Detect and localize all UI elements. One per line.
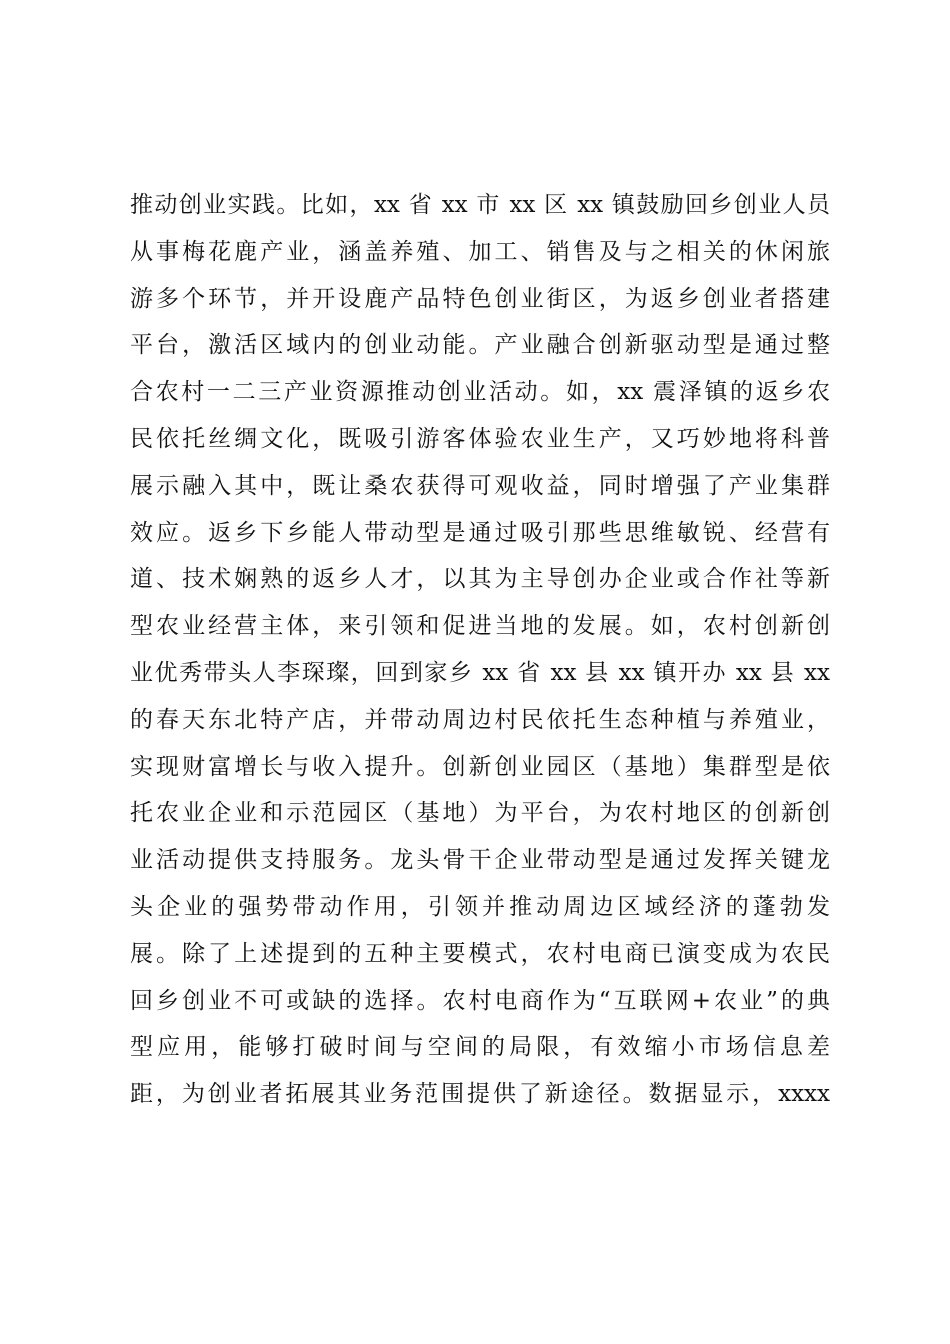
text-line-16: 头企业的强势带动作用，引领并推动周边区域经济的蓬勃发 [130, 893, 830, 920]
text-line-14: 托农业企业和示范园区（基地）为平台，为农村地区的创新创 [130, 800, 830, 827]
text-line-9: 道、技术娴熟的返乡人才，以其为主导创办企业或合作社等新 [130, 566, 830, 593]
text-line-11: 业优秀带头人李琛璨，回到家乡 xx 省 xx 县 xx 镇开办 xx 县 xx [130, 659, 830, 686]
text-line-8: 效应。返乡下乡能人带动型是通过吸引那些思维敏锐、经营有 [130, 519, 830, 546]
text-line-15: 业活动提供支持服务。龙头骨干企业带动型是通过发挥关键龙 [130, 847, 830, 874]
text-line-10: 型农业经营主体，来引领和促进当地的发展。如，农村创新创 [130, 613, 830, 640]
body-paragraph [130, 182, 830, 1118]
text-line-2: 从事梅花鹿产业，涵盖养殖、加工、销售及与之相关的休闲旅 [130, 238, 830, 265]
text-line-18: 回乡创业不可或缺的选择。农村电商作为“互联网+农业”的典 [130, 987, 830, 1014]
text-line-7: 展示融入其中，既让桑农获得可观收益，同时增强了产业集群 [130, 472, 830, 499]
text-line-13: 实现财富增长与收入提升。创新创业园区（基地）集群型是依 [130, 753, 830, 780]
text-line-17: 展。除了上述提到的五种主要模式，农村电商已演变成为农民 [130, 940, 830, 967]
text-line-6: 民依托丝绸文化，既吸引游客体验农业生产，又巧妙地将科普 [130, 425, 830, 452]
text-line-5: 合农村一二三产业资源推动创业活动。如，xx 震泽镇的返乡农 [130, 379, 830, 406]
text-line-19: 型应用，能够打破时间与空间的局限，有效缩小市场信息差 [130, 1034, 830, 1061]
text-line-20: 距，为创业者拓展其业务范围提供了新途径。数据显示，xxxx [130, 1081, 830, 1108]
text-line-1: 推动创业实践。比如，xx 省 xx 市 xx 区 xx 镇鼓励回乡创业人员 [130, 192, 830, 218]
text-line-12: 的春天东北特产店，并带动周边村民依托生态种植与养殖业， [130, 706, 830, 733]
text-line-4: 平台，激活区域内的创业动能。产业融合创新驱动型是通过整 [130, 332, 830, 359]
text-line-3: 游多个环节，并开设鹿产品特色创业街区，为返乡创业者搭建 [130, 285, 830, 312]
